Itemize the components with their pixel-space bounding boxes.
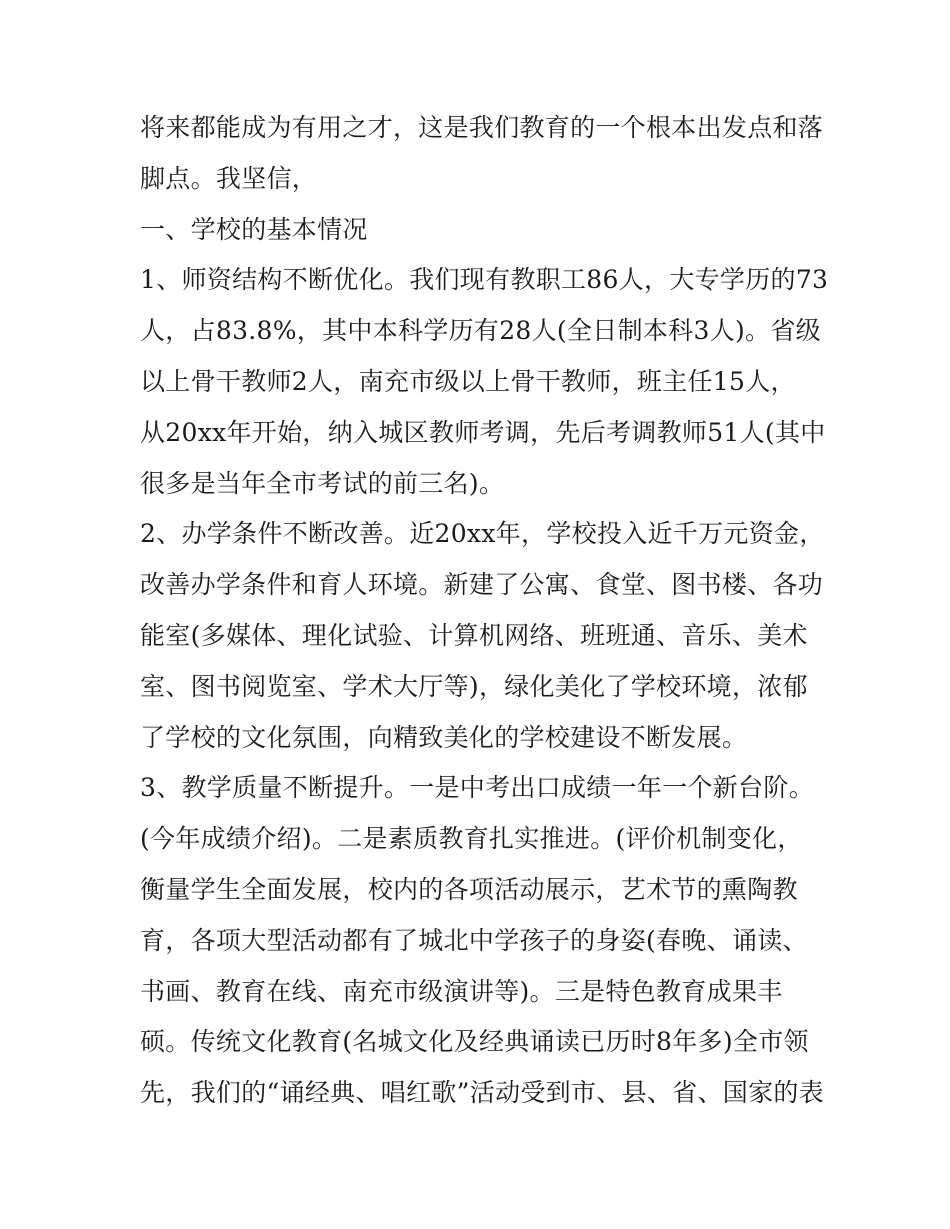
text-line: (今年成绩介绍)。二是素质教育扎实推进。(评价机制变化， <box>140 824 803 854</box>
text-line: 2、办学条件不断改善。近20xx年，学校投入近千万元资金， <box>140 519 825 549</box>
text-line: 室、图书阅览室、学术大厅等)，绿化美化了学校环境，浓郁 <box>140 671 808 701</box>
text-line: 书画、教育在线、南充市级演讲等)。三是特色教育成果丰 <box>140 976 783 1006</box>
text-line: 衡量学生全面发展，校内的各项活动展示，艺术节的熏陶教 <box>140 874 798 904</box>
text-line: 硕。传统文化教育(名城文化及经典诵读已历时8年多)全市领 <box>140 1027 809 1057</box>
text-line: 脚点。我坚信， <box>140 163 318 193</box>
text-line: 3、教学质量不断提升。一是中考出口成绩一年一个新台阶。 <box>140 773 815 803</box>
text-line: 人，占83.8%，其中本科学历有28人(全日制本科3人)。省级 <box>140 316 821 346</box>
text-line: 了学校的文化氛围，向精致美化的学校建设不断发展。 <box>140 722 748 752</box>
section-heading: 一、学校的基本情况 <box>140 214 368 244</box>
document-body <box>140 103 829 1119</box>
text-line: 改善办学条件和育人环境。新建了公寓、食堂、图书楼、各功 <box>140 570 824 600</box>
text-line: 先，我们的“诵经典、唱红歌”活动受到市、县、省、国家的表 <box>140 1078 824 1108</box>
text-line: 将来都能成为有用之才，这是我们教育的一个根本出发点和落 <box>140 113 824 142</box>
text-line: 1、师资结构不断优化。我们现有教职工86人，大专学历的73 <box>140 265 829 295</box>
text-line: 能室(多媒体、理化试验、计算机网络、班班通、音乐、美术 <box>140 620 808 650</box>
text-line: 从20xx年开始，纳入城区教师考调，先后考调教师51人(其中 <box>140 417 826 447</box>
text-line: 育，各项大型活动都有了城北中学孩子的身姿(春晚、诵读、 <box>140 925 808 955</box>
text-line: 很多是当年全市考试的前三名)。 <box>140 468 505 498</box>
text-line: 以上骨干教师2人，南充市级以上骨干教师，班主任15人， <box>140 366 796 396</box>
